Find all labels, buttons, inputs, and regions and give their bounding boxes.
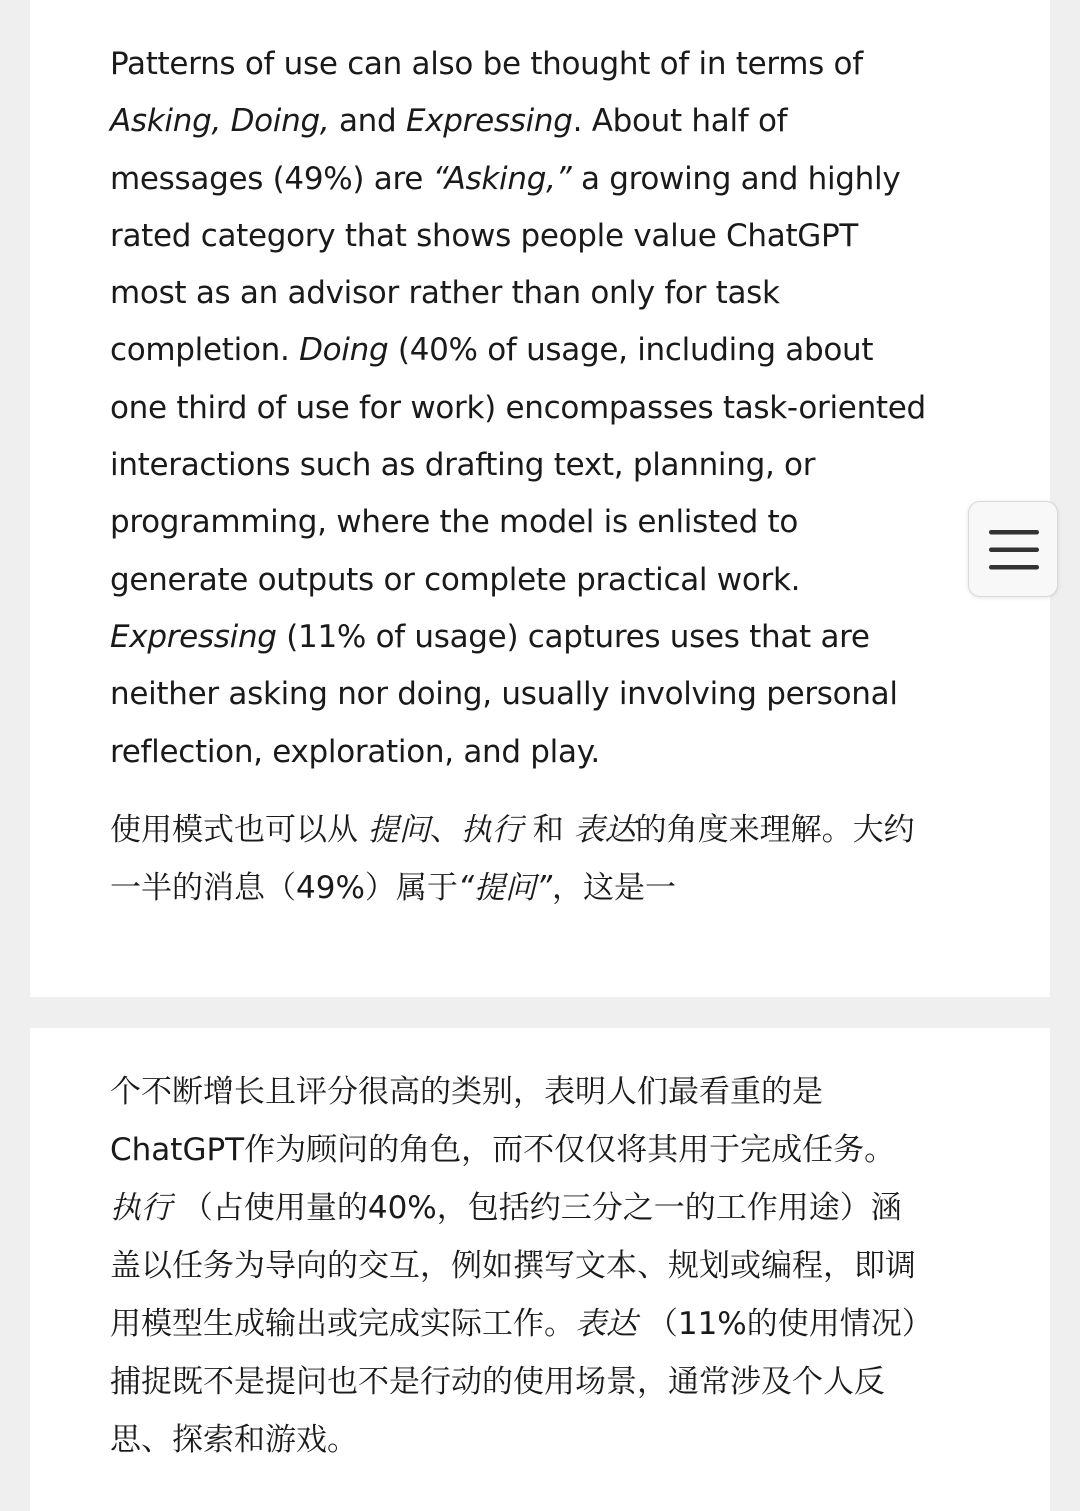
chinese-paragraph-part2: 个不断增长且评分很高的类别，表明人们最看重的是ChatGPT作为顾问的角色，而不仅仅将其用于完成任务。 执行 （占使用量的40%，包括约三分之一的工作用途）涵盖以任务为导向的交互，例如撰写文本、规划或编程，即调用模型生成输出或完成实际工作。表达 （11%的使用情况）捕捉既不是提问也不是行动的使用场景，通常涉及个人反思、探索和游戏。 [110,1074,918,1458]
chinese-paragraph-part1: 使用模式也可以从 提问、执行 和 表达的角度来理解。大约一半的消息（49%）属于“提问”，这是一 [110,812,915,906]
menu-button[interactable] [968,501,1058,597]
hamburger-menu-icon [989,527,1039,573]
english-paragraph: Patterns of use can also be thought of in terms of Asking, Doing, and Expressing. About half of messages (49%) are “Asking,” a growing and highly rated category that shows people value ChatGPT most as an advisor rather than only for task completion. Doing (40% of usage, including about one third of use for work) encompasses task-oriented interactions such as drafting text, planning, or programming, where the model is enlisted to generate outputs or complete practical work. Expressing (11% of usage) captures uses that are neither asking nor doing, usually involving personal reflection, exploration, and play. [110,46,926,770]
